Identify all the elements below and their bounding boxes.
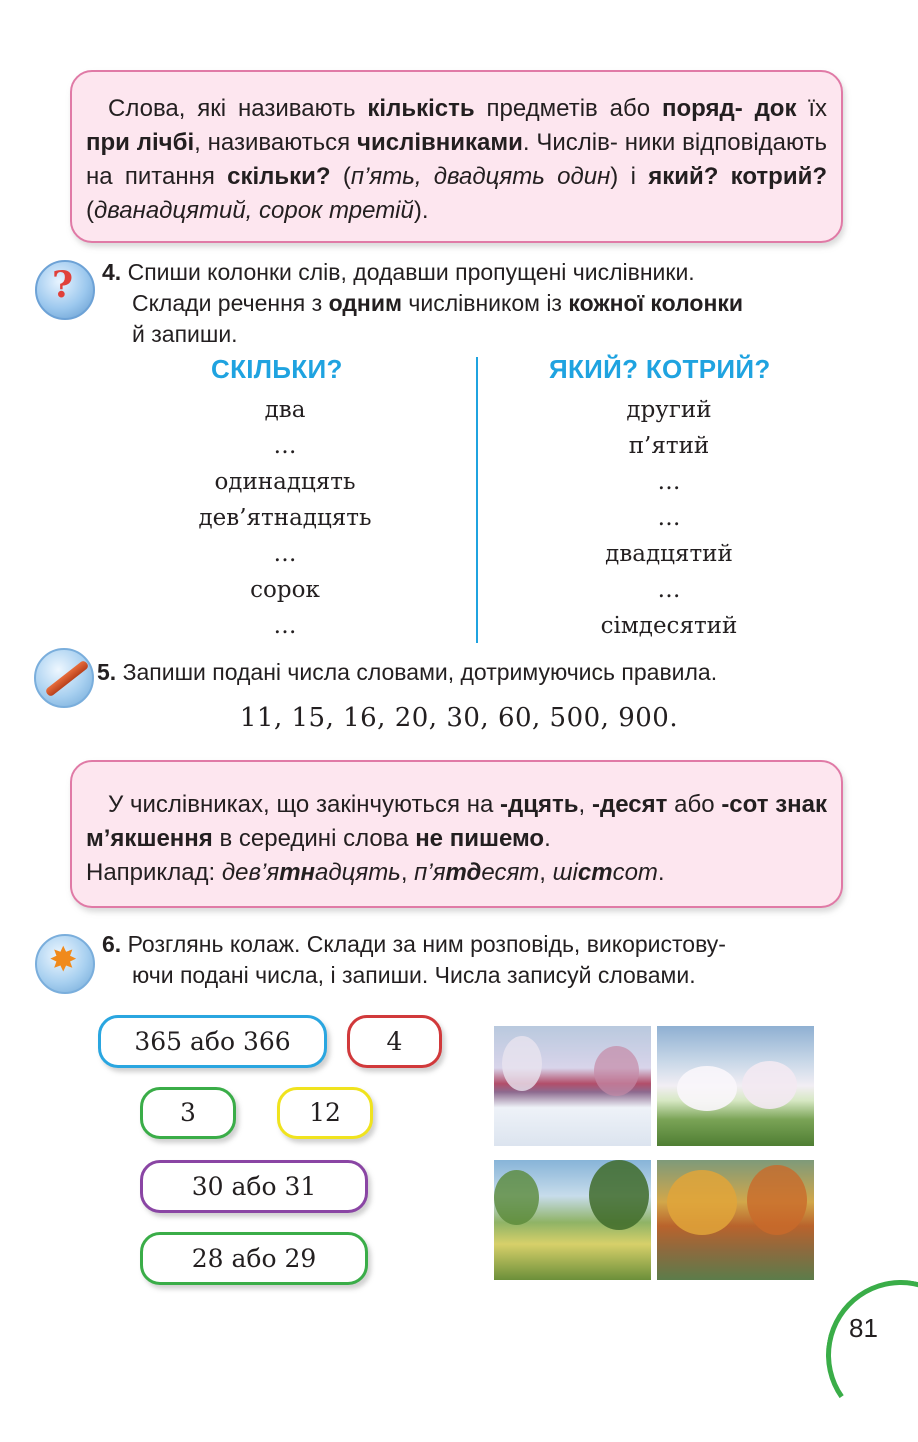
task-number: 4. (102, 259, 122, 285)
page-corner-arc (814, 1268, 918, 1442)
task-4: 4. Спиши колонки слів, додавши пропущені числівники. Склади речення з одним числівником із кожної колонки й запиши. (102, 259, 744, 347)
pen-icon (34, 648, 94, 708)
rule-text: Слова, які називають кількість предметів або поряд- док їх при лічбі, називаються числівниками. Числів- ники відповідають на питання скільки? (п’ять, двадцять один) і який? котрий? (дванадцятий, сорок третій). (86, 95, 827, 224)
painting-autumn (657, 1160, 814, 1280)
column-divider (476, 357, 478, 643)
list-item: … (657, 505, 681, 531)
painting-spring (657, 1026, 814, 1146)
list-item: двадцятий (605, 541, 733, 567)
rule-text: У числівниках, що закінчуються на -дцять, -десят або -сот знак м’якшення в середині слова не пишемо. (86, 791, 828, 852)
column-cardinal (135, 392, 435, 644)
column-header-which: ЯКИЙ? КОТРИЙ? (549, 354, 771, 384)
number-pill: 12 (277, 1087, 373, 1139)
list-item: … (273, 541, 297, 567)
number-pill: 4 (347, 1015, 442, 1068)
task-number: 5. (97, 659, 117, 685)
list-item: дев’ятнадцять (198, 505, 372, 531)
painting-winter (494, 1026, 651, 1146)
number-pill: 30 або 31 (140, 1160, 368, 1213)
task-5: 5. Запиши подані числа словами, дотримуючись правила. (97, 659, 718, 685)
sparkler-icon: ✸ (35, 934, 95, 994)
list-item: другий (626, 397, 712, 423)
page-number: 81 (849, 1313, 878, 1343)
number-pill: 28 або 29 (140, 1232, 368, 1285)
number-pill: 365 або 366 (98, 1015, 327, 1068)
painting-summer (494, 1160, 651, 1280)
rule-example: Наприклад: дев’ятнадцять, п’ятдесят, шістсот. (86, 859, 665, 886)
column-header-how-many: СКІЛЬКИ? (211, 354, 343, 384)
question-icon: ? (35, 260, 95, 320)
number-pill: 3 (140, 1087, 236, 1139)
task-number: 6. (102, 931, 122, 957)
task-6: 6. Розглянь колаж. Склади за ним розповідь, використову- ючи подані числа, і запиши. Числа записуй словами. (102, 931, 726, 988)
list-item: сімдесятий (600, 613, 738, 639)
column-ordinal (519, 392, 819, 644)
numbers-list: 11, 15, 16, 20, 30, 60, 500, 900. (239, 703, 679, 733)
list-item: два (264, 397, 306, 423)
list-item: … (273, 433, 297, 459)
list-item: одинадцять (214, 469, 356, 495)
rule-box-soft-sign (70, 760, 843, 908)
rule-box-numerals (70, 70, 843, 243)
list-item: п’ятий (628, 433, 710, 459)
list-item: сорок (250, 577, 320, 603)
list-item: … (657, 469, 681, 495)
list-item: … (657, 577, 681, 603)
list-item: … (273, 613, 297, 639)
